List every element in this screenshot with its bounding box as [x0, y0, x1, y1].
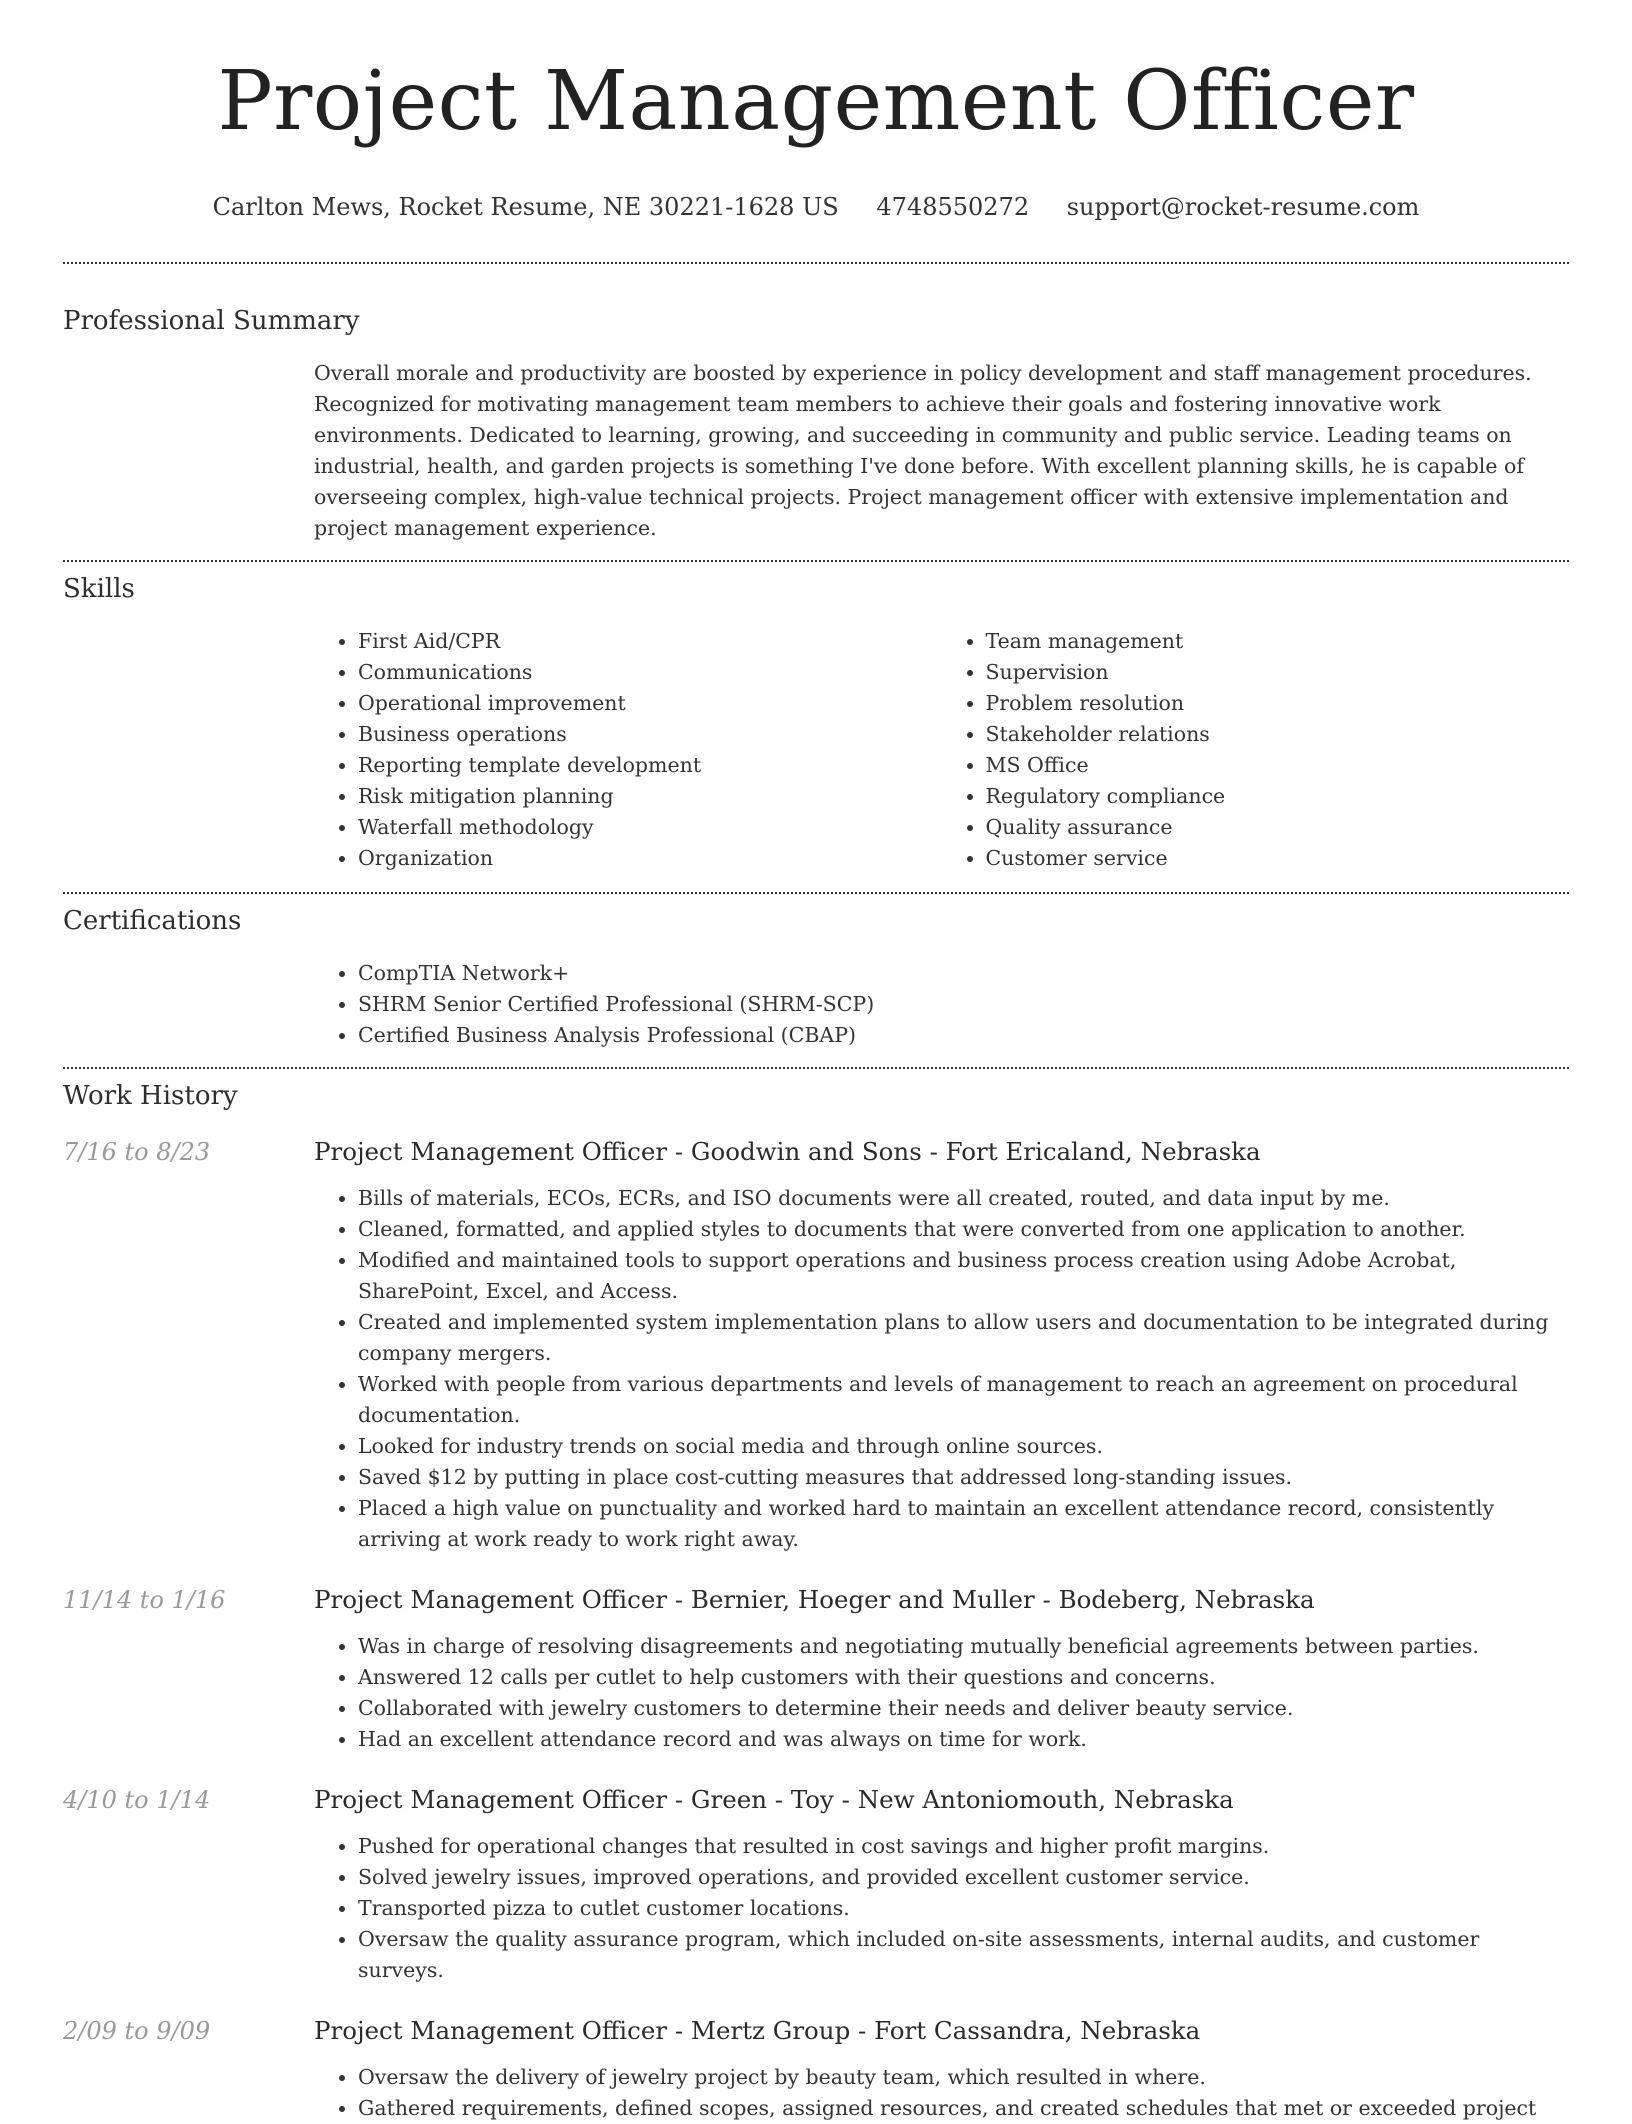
job-entry	[63, 1135, 1569, 1555]
list-item: • Operational improvement	[358, 688, 942, 719]
list-item: • Modified and maintained tools to support operations and business process creation using Adobe Acrobat, SharePoint, Excel, and Access.	[358, 1245, 1569, 1307]
list-item: • Looked for industry trends on social media and through online sources.	[358, 1431, 1569, 1462]
list-item: • First Aid/CPR	[358, 626, 942, 657]
section-title-certifications: Certifications	[63, 906, 242, 936]
list-item: • Regulatory compliance	[986, 781, 1570, 812]
list-item: • Organization	[358, 843, 942, 874]
skills-section	[63, 562, 1569, 874]
list-item: • Solved jewelry issues, improved operations, and provided excellent customer service.	[358, 1862, 1569, 1893]
list-item: • Created and implemented system implementation plans to allow users and documentation to be integrated during company mergers.	[358, 1307, 1569, 1369]
list-item: • MS Office	[986, 750, 1570, 781]
job-body	[314, 2014, 1569, 2124]
list-item: • Stakeholder relations	[986, 719, 1570, 750]
job-bullets	[314, 1183, 1569, 1555]
job-heading: Project Management Officer - Mertz Group - Fort Cassandra, Nebraska	[314, 2016, 1201, 2045]
list-item: • CompTIA Network+	[358, 958, 1569, 989]
job-body	[314, 1783, 1569, 1986]
list-item: • Placed a high value on punctuality and worked hard to maintain an excellent attendance record, consistently arriving at work ready to work right away.	[358, 1493, 1569, 1555]
list-item: • Was in charge of resolving disagreements and negotiating mutually beneficial agreements between parties.	[358, 1631, 1569, 1662]
list-item: • Worked with people from various departments and levels of management to reach an agreement on procedural documentation.	[358, 1369, 1569, 1431]
job-bullets	[314, 1631, 1569, 1755]
job-dates: 7/16 to 8/23	[63, 1138, 211, 1166]
summary-section	[63, 264, 1569, 544]
list-item: • Bills of materials, ECOs, ECRs, and ISO documents were all created, routed, and data input by me.	[358, 1183, 1569, 1214]
list-item: • Waterfall methodology	[358, 812, 942, 843]
job-entry	[63, 1583, 1569, 1755]
contact-email: support@rocket-resume.com	[1066, 193, 1420, 221]
list-item: • Transported pizza to cutlet customer locations.	[358, 1893, 1569, 1924]
list-item: • Team management	[986, 626, 1570, 657]
job-bullets	[314, 2062, 1569, 2124]
list-item: • Pushed for operational changes that resulted in cost savings and higher profit margins.	[358, 1831, 1569, 1862]
list-item: • Communications	[358, 657, 942, 688]
job-dates: 4/10 to 1/14	[63, 1786, 211, 1814]
job-body	[314, 1135, 1569, 1555]
list-item: • Oversaw the delivery of jewelry project by beauty team, which resulted in where.	[358, 2062, 1569, 2093]
list-item: • Certified Business Analysis Professional (CBAP)	[358, 1020, 1569, 1051]
work-section	[63, 1069, 1569, 2124]
list-item: • SHRM Senior Certified Professional (SHRM-SCP)	[358, 989, 1569, 1020]
list-item: • Had an excellent attendance record and was always on time for work.	[358, 1724, 1569, 1755]
list-item: • Reporting template development	[358, 750, 942, 781]
contact-address: Carlton Mews, Rocket Resume, NE 30221-1628 US	[212, 193, 839, 221]
job-body	[314, 1583, 1569, 1755]
contact-info	[63, 192, 1569, 222]
list-item: • Answered 12 calls per cutlet to help customers with their questions and concerns.	[358, 1662, 1569, 1693]
section-title-skills: Skills	[63, 574, 135, 604]
skills-list-left	[314, 626, 942, 874]
list-item: • Oversaw the quality assurance program, which included on-site assessments, internal audits, and customer surveys.	[358, 1924, 1569, 1986]
summary-text: Overall morale and productivity are boosted by experience in policy development and staff management procedures. Recognized for motivating management team members to achieve their goals and fostering innovative work environments. Dedicated to learning, growing, and succeeding in community and public service. Leading teams on industrial, health, and garden projects is something I've done before. With excellent planning skills, he is capable of overseeing complex, high-value technical projects. Project management officer with extensive implementation and project management experience.	[314, 361, 1532, 540]
list-item: • Business operations	[358, 719, 942, 750]
list-item: • Quality assurance	[986, 812, 1570, 843]
contact-phone: 4748550272	[876, 193, 1030, 221]
job-bullets	[314, 1831, 1569, 1986]
section-title-summary: Professional Summary	[63, 306, 360, 336]
certifications-list	[314, 958, 1569, 1051]
job-dates: 11/14 to 1/16	[63, 1586, 226, 1614]
certifications-section	[63, 894, 1569, 1051]
skills-list-right	[942, 626, 1570, 874]
job-heading: Project Management Officer - Goodwin and Sons - Fort Ericaland, Nebraska	[314, 1137, 1261, 1166]
list-item: • Gathered requirements, defined scopes, assigned resources, and created schedules that met or exceeded project	[358, 2093, 1569, 2124]
certifications-list-wrap	[314, 958, 1569, 1051]
list-item: • Saved $12 by putting in place cost-cutting measures that addressed long-standing issues.	[358, 1462, 1569, 1493]
list-item: • Collaborated with jewelry customers to determine their needs and deliver beauty service.	[358, 1693, 1569, 1724]
skills-columns	[314, 626, 1569, 874]
list-item: • Cleaned, formatted, and applied styles to documents that were converted from one application to another.	[358, 1214, 1569, 1245]
page-title: Project Management Officer	[217, 54, 1415, 149]
job-heading: Project Management Officer - Bernier, Hoeger and Muller - Bodeberg, Nebraska	[314, 1585, 1315, 1614]
list-item: • Problem resolution	[986, 688, 1570, 719]
list-item: • Customer service	[986, 843, 1570, 874]
job-entry	[63, 2014, 1569, 2124]
section-title-work: Work History	[63, 1081, 238, 1111]
job-heading: Project Management Officer - Green - Toy - New Antoniomouth, Nebraska	[314, 1785, 1234, 1814]
job-dates: 2/09 to 9/09	[63, 2017, 211, 2045]
job-entry	[63, 1783, 1569, 1986]
list-item: • Risk mitigation planning	[358, 781, 942, 812]
list-item: • Supervision	[986, 657, 1570, 688]
